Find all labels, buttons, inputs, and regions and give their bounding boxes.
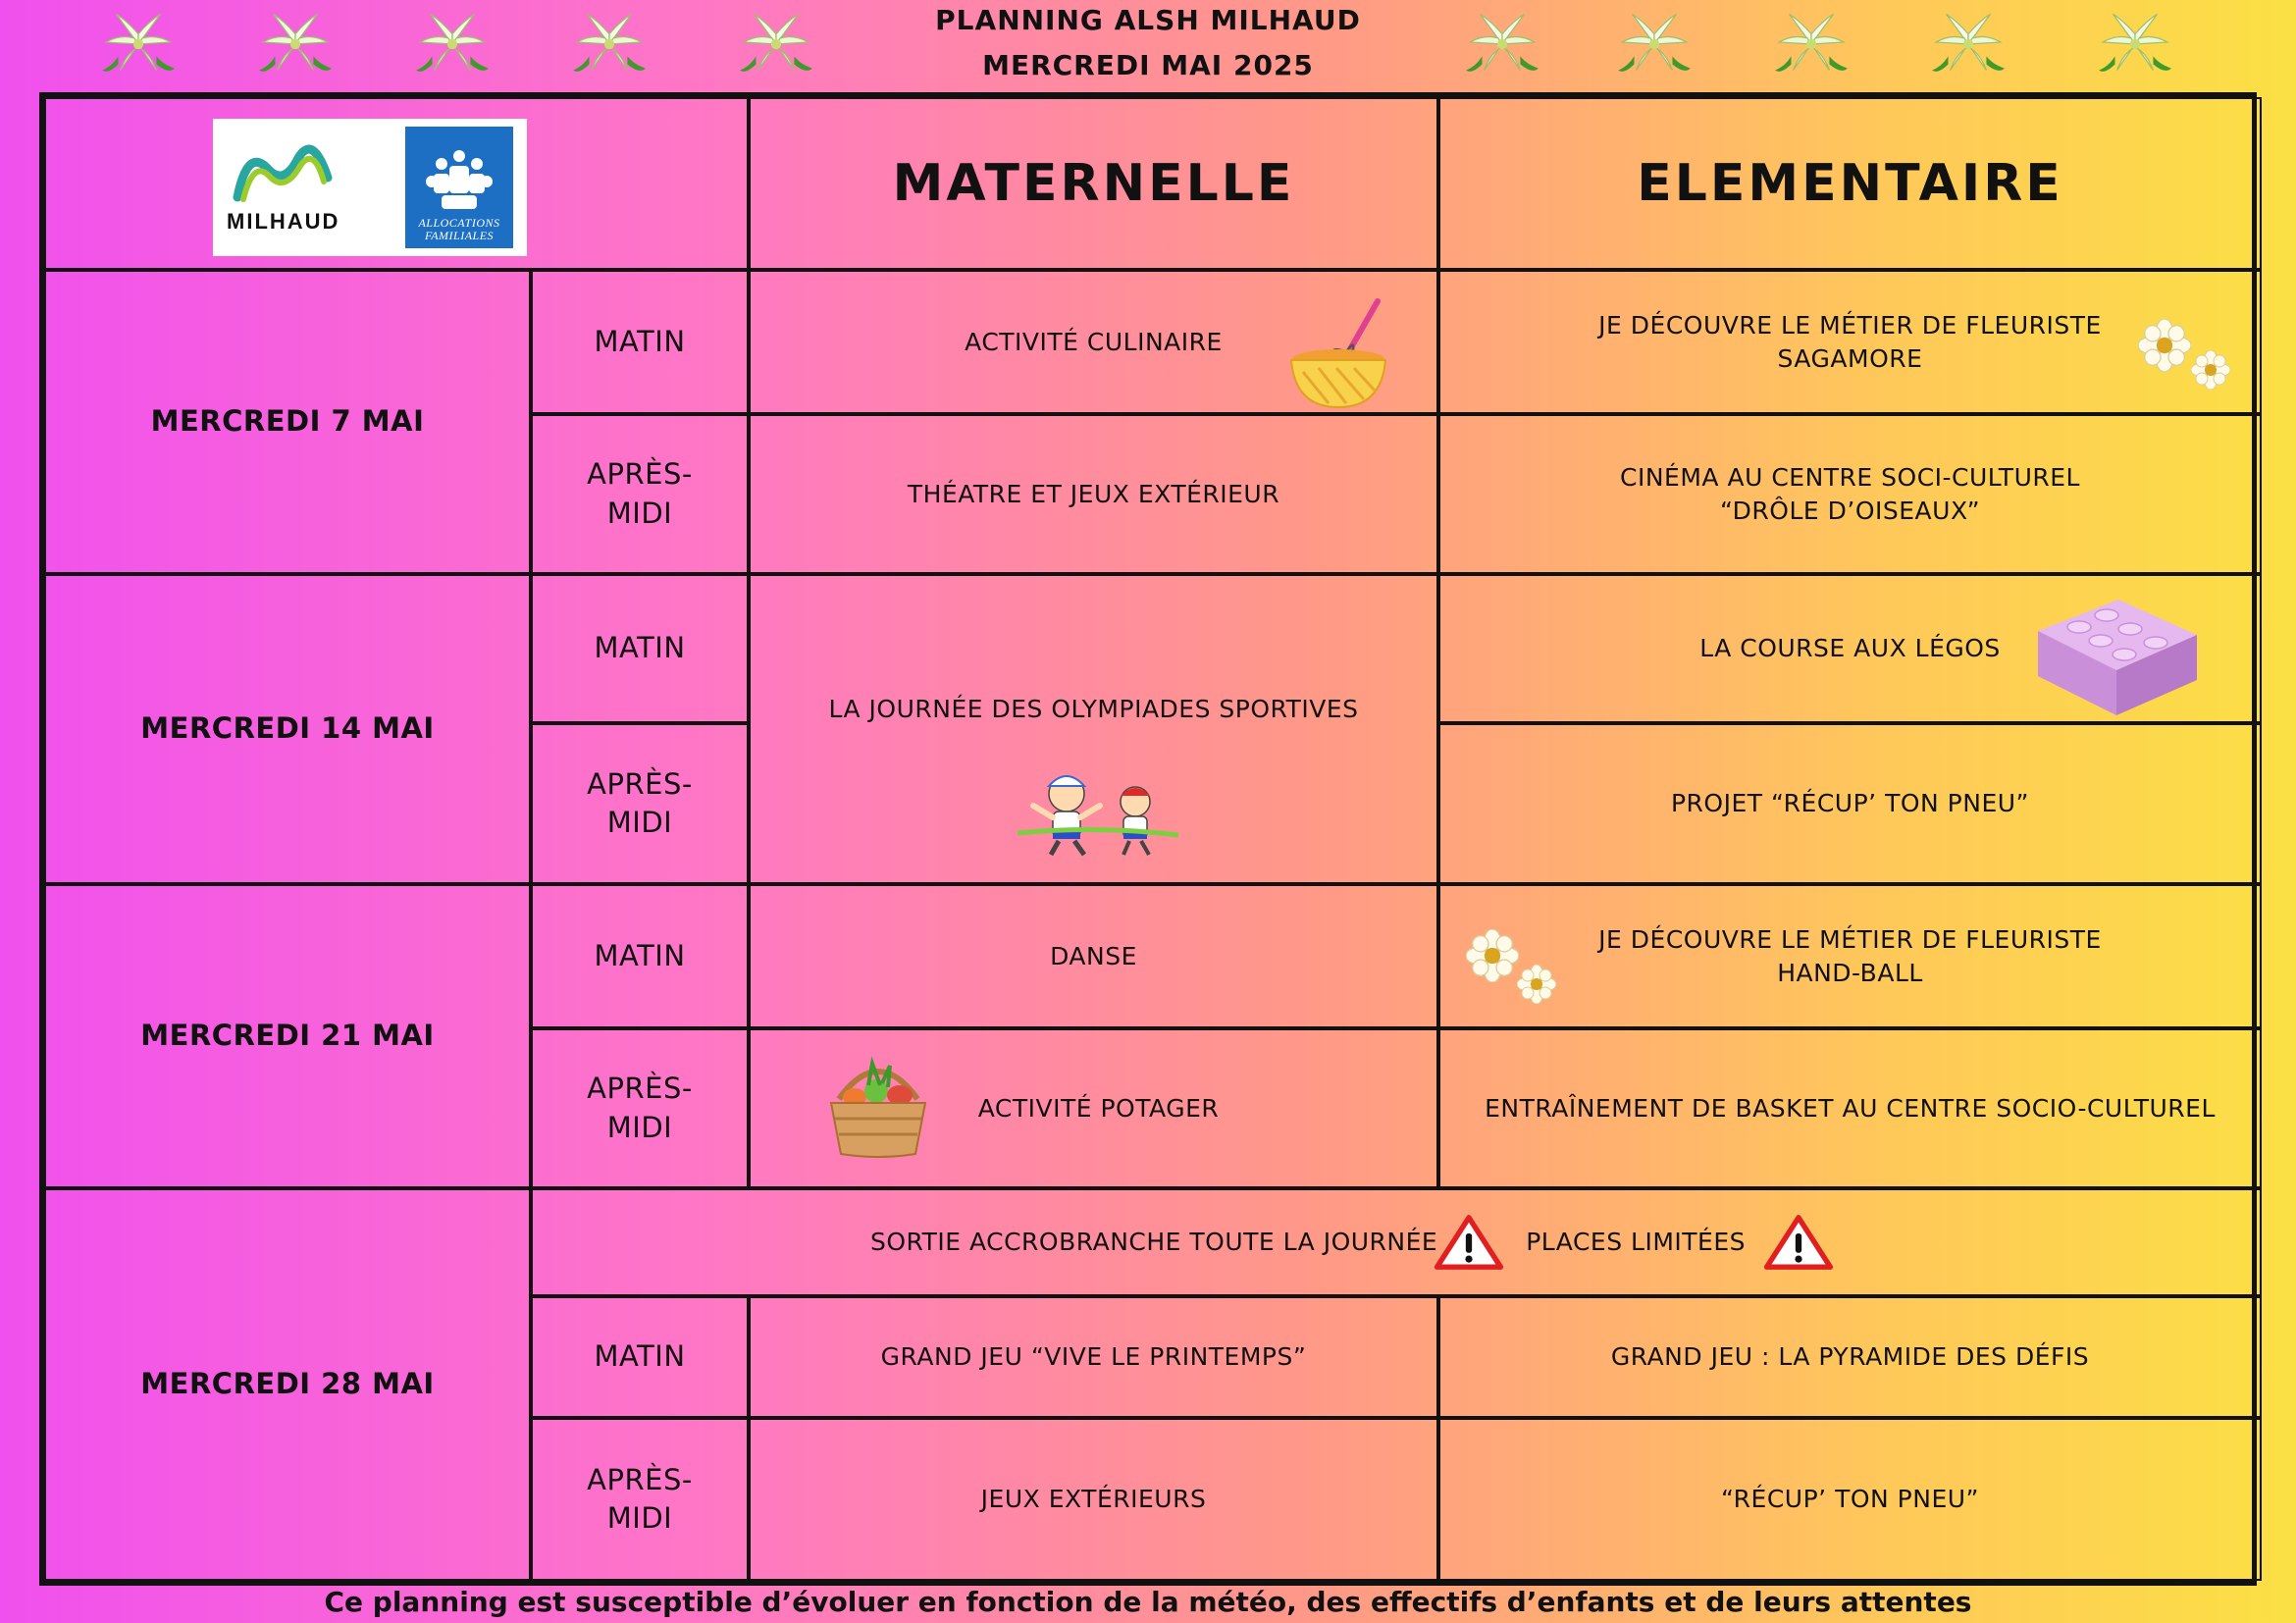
footer-note: Ce planning est susceptible d’évoluer en fonction de la météo, des effectifs d’enfants et de leurs attentes <box>324 1586 1972 1618</box>
slot-apres-midi <box>531 414 749 574</box>
warning-icon <box>1434 1214 1504 1271</box>
activity-cell <box>1438 414 2262 574</box>
activity-cell <box>1438 574 2262 723</box>
slot-text: APRÈS- <box>587 1462 693 1496</box>
day-label-28-mai: MERCREDI 28 MAI <box>44 1188 531 1581</box>
slot-text: APRÈS- <box>587 766 693 801</box>
activity-cell <box>1438 270 2262 414</box>
lily-flower-icon <box>1614 4 1695 84</box>
activity-text: ACTIVITÉ POTAGER <box>977 1093 1220 1123</box>
activity-cell <box>1438 723 2262 884</box>
vegetable-basket-icon <box>825 1050 931 1160</box>
activity-text: DANSE <box>1050 941 1137 970</box>
slot-text: MIDI <box>606 1501 673 1535</box>
milhaud-logo <box>227 138 339 236</box>
activity-text: THÉATRE ET JEUX EXTÉRIEUR <box>907 479 1280 508</box>
activity-text: JE DÉCOUVRE LE MÉTIER DE FLEURISTE <box>1598 310 2102 340</box>
activity-cell <box>749 1418 1438 1581</box>
activity-cell <box>749 884 1438 1028</box>
lily-flower-icon <box>1462 4 1542 84</box>
activity-cell <box>1438 1296 2262 1418</box>
slot-text: MIDI <box>606 806 673 839</box>
caf-logo-text-1: ALLOCATIONS <box>418 215 500 230</box>
slot-text: APRÈS- <box>587 1072 693 1106</box>
activity-cell <box>1438 884 2262 1028</box>
activity-text: PROJET “RÉCUP’ TON PNEU” <box>1670 789 2029 818</box>
activity-text: “DRÔLE D’OISEAUX” <box>1719 496 1981 525</box>
lily-flower-icon <box>569 4 650 84</box>
slot-text: MIDI <box>606 496 673 530</box>
activity-text: “RÉCUP’ TON PNEU” <box>1721 1485 1979 1514</box>
page-title-line2: MERCREDI MAI 2025 <box>982 49 1314 81</box>
daisy-flower-icon <box>2138 319 2191 372</box>
activity-text: GRAND JEU : LA PYRAMIDE DES DÉFIS <box>1610 1342 2090 1372</box>
lily-flower-icon <box>736 4 816 84</box>
lily-flower-icon <box>2095 4 2175 84</box>
activity-cell <box>749 1028 1438 1188</box>
full-day-outing-cell <box>531 1188 2262 1296</box>
activity-cell <box>749 574 1438 884</box>
milhaud-logo-mark <box>230 138 338 207</box>
activity-cell <box>1438 1028 2262 1188</box>
activity-text: JEUX EXTÉRIEURS <box>980 1485 1207 1514</box>
activity-text: LA JOURNÉE DES OLYMPIADES SPORTIVES <box>828 695 1359 724</box>
milhaud-logo-text: MILHAUD <box>227 209 340 235</box>
daisy-flower-icon <box>1466 929 1519 982</box>
activity-text: HAND-BALL <box>1777 958 1923 987</box>
lily-flower-icon <box>1928 4 2009 84</box>
activity-cell <box>1438 1418 2262 1581</box>
slot-text: MIDI <box>606 1110 673 1144</box>
activity-cell <box>749 270 1438 414</box>
logos-box <box>213 119 527 256</box>
activity-text: CINÉMA AU CENTRE SOCI-CULTUREL <box>1620 462 2080 492</box>
column-header-elementaire: ELEMENTAIRE <box>1438 97 2262 270</box>
running-kids-icon <box>1016 768 1182 857</box>
activity-text: GRAND JEU “VIVE LE PRINTEMPS” <box>880 1342 1307 1372</box>
slot-apres-midi <box>531 723 749 884</box>
caf-logo-mark <box>420 148 498 217</box>
activity-text: ENTRAÎNEMENT DE BASKET AU CENTRE SOCIO-CULTUREL <box>1485 1093 2216 1123</box>
slot-matin: MATIN <box>531 1296 749 1418</box>
activity-text: PLACES LIMITÉES <box>1526 1228 1747 1257</box>
activity-cell <box>749 1296 1438 1418</box>
slot-matin: MATIN <box>531 884 749 1028</box>
activity-cell <box>749 414 1438 574</box>
daisy-flower-icon <box>2191 350 2230 390</box>
schedule-table <box>39 92 2257 1586</box>
caf-logo <box>405 127 513 248</box>
activity-text: ACTIVITÉ CULINAIRE <box>965 327 1223 356</box>
day-label-7-mai: MERCREDI 7 MAI <box>44 270 531 574</box>
lego-brick-icon <box>2036 586 2199 717</box>
activity-text: SORTIE ACCROBRANCHE TOUTE LA JOURNÉE <box>869 1228 1438 1257</box>
whisk-bowl-icon <box>1289 297 1387 413</box>
day-label-14-mai: MERCREDI 14 MAI <box>44 574 531 884</box>
column-header-maternelle: MATERNELLE <box>749 97 1438 270</box>
lily-flower-icon <box>412 4 493 84</box>
lily-flower-icon <box>98 4 179 84</box>
daisy-flower-icon <box>1517 965 1556 1004</box>
caf-logo-text-2: FAMILIALES <box>424 228 495 242</box>
page-title-line1: PLANNING ALSH MILHAUD <box>935 4 1361 36</box>
slot-apres-midi <box>531 1028 749 1188</box>
activity-text: LA COURSE AUX LÉGOS <box>1699 634 2001 663</box>
lily-flower-icon <box>255 4 336 84</box>
slot-matin: MATIN <box>531 270 749 414</box>
lily-flower-icon <box>1771 4 1852 84</box>
warning-icon <box>1763 1214 1834 1271</box>
activity-text: SAGAMORE <box>1777 343 1923 373</box>
slot-apres-midi <box>531 1418 749 1581</box>
day-label-21-mai: MERCREDI 21 MAI <box>44 884 531 1188</box>
activity-text: JE DÉCOUVRE LE MÉTIER DE FLEURISTE <box>1598 924 2102 954</box>
slot-matin: MATIN <box>531 574 749 723</box>
logo-cell <box>44 97 749 270</box>
slot-text: APRÈS- <box>587 457 693 492</box>
